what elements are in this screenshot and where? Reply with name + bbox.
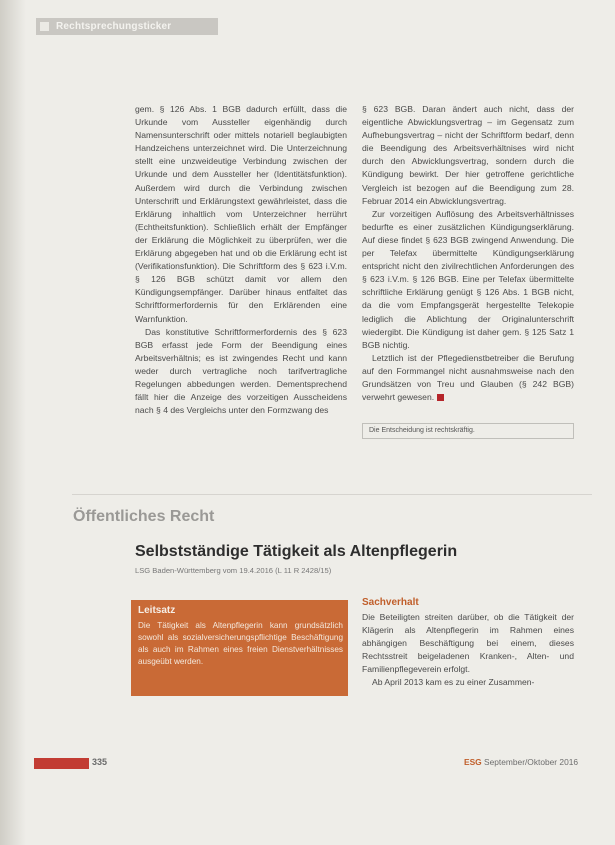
end-mark-icon <box>437 394 444 401</box>
page-fold-shadow <box>0 0 26 845</box>
paragraph: § 623 BGB. Daran ändert auch nicht, dass der eigentliche Abwicklungsvertrag – im Gegensatz zum Aufhebungsvertrag – nicht der Schriftform bedarf, denn die Beendigung des Arbeitsverhältnises wird nicht durch den Abwicklungsvertrag, sondern durch die Kündigung bewirkt. Der hier getroffene gerichtliche Vergleich ist bezogen auf die Beendigung zum 28. Februar 2014 ein Abwicklungsvertrag. <box>362 104 574 206</box>
journal-brand: ESG <box>464 757 482 767</box>
right-text-column <box>362 103 574 404</box>
page-number: 335 <box>92 757 108 767</box>
sachverhalt-title: Sachverhalt <box>362 597 419 608</box>
article-title: Selbstständige Tätigkeit als Altenpflegerin <box>135 543 458 560</box>
paragraph: Das konstitutive Schriftformerfordernis des § 623 BGB erfasst jede Form der Beendigung eines Arbeitsverhältnis; es ist zwingendes Recht und kann weder durch vertragliche noch tarifvertragliche Regelungen abbedungen werden. Dementsprechend fällt hier die Anzeige des vorzeitigen Ausscheidens nach § 4 des Vergleichs unter den Formzwang des <box>135 326 347 416</box>
paragraph: Ab April 2013 kam es zu einer Zusammen- <box>372 677 535 688</box>
sachverhalt-text <box>362 611 574 690</box>
issue-date: September/Oktober 2016 <box>484 757 579 767</box>
footer-accent-bar <box>34 758 89 769</box>
paragraph-last <box>362 352 574 404</box>
article-citation: LSG Baden-Württemberg vom 19.4.2016 (L 11 R 2428/15) <box>135 566 332 575</box>
paragraph: gem. § 126 Abs. 1 BGB dadurch erfüllt, dass die Urkunde vom Aussteller eigenhändig durch Namensunterschrift oder mittels notariell beglaubigten Handzeichens unterzeichnet wird. Die Unterzeichnung stellt eine unzweideutige Verbindung zwischen der Urkunde und dem Aussteller her (Identitätsfunktion). Außerdem wird durch die Verbindung zwischen Unterschrift und Erklärungstext gewährleistet, dass die Erklärung inhaltlich vom Unterzeichner herrührt (Echtheitsfunktion). Schließlich erhält der Empfänger der Erklärung die Möglichkeit zu überprüfen, wer die Erklärung abgegeben hat und ob die Erklärung echt ist (Verifikationsfunktion). Die Schriftform des § 623 i.V.m. § 126 BGB schützt damit vor allem den Kündigungsempfänger. Darüber hinaus entfaltet das Schriftformerfordernis für den Erklärenden eine Warnfunktion. <box>135 104 347 324</box>
leitsatz-text: Die Tätigkeit als Altenpflegerin kann grundsätzlich sowohl als sozialversicherungspflichtige Beschäftigung als auch im Rahmen eines freien Dienstverhältnisses ausgeübt werden. <box>138 621 343 666</box>
section-heading: Öffentliches Recht <box>73 508 215 525</box>
decision-note: Die Entscheidung ist rechtskräftig. <box>362 423 574 439</box>
paragraph: Zur vorzeitigen Auflösung des Arbeitsverhältnisses bedurfte es einer zusätzlichen Kündigungserklärung. Auf diese findet § 623 BGB zwingend Anwendung. Die per Telefax übermittelte Kündigungserklärung entspricht nicht den zivilrechtlichen Anforderungen des § 623 i.V.m. § 126 BGB. Eine per Telefax übermittelte schriftliche Erklärung genügt § 126 Abs. 1 BGB nicht, da die vom Empfangsgerät hergestellte Telekopie lediglich die Ablichtung der Originalunterschrift wiedergibt. Die Kündigung ist daher gem. § 125 Satz 1 BGB nichtig. <box>362 208 574 350</box>
ticker-label: Rechtsprechungsticker <box>56 21 172 32</box>
paragraph-text: Letztlich ist der Pflegedienstbetreiber die Berufung auf den Formmangel nicht ausnahmsweise nach den Grundsätzen von Treu und Glauben (§ 242 BGB) verwehrt gewesen. <box>362 352 574 403</box>
paragraph: Die Beteiligten streiten darüber, ob die Tätigkeit der Klägerin als Altenpflegerin im Rahmen eines abhängigen Beschäftigung bei einem, dieses Rechtsstreit beigeladenen Kranken-, Alten- und Familienpflegeverein erfolgt. <box>362 612 574 675</box>
section-divider <box>72 494 592 495</box>
ticker-square-icon <box>40 22 49 31</box>
footer-issue <box>464 757 578 767</box>
left-text-column <box>135 103 347 417</box>
leitsatz-title: Leitsatz <box>138 605 176 616</box>
